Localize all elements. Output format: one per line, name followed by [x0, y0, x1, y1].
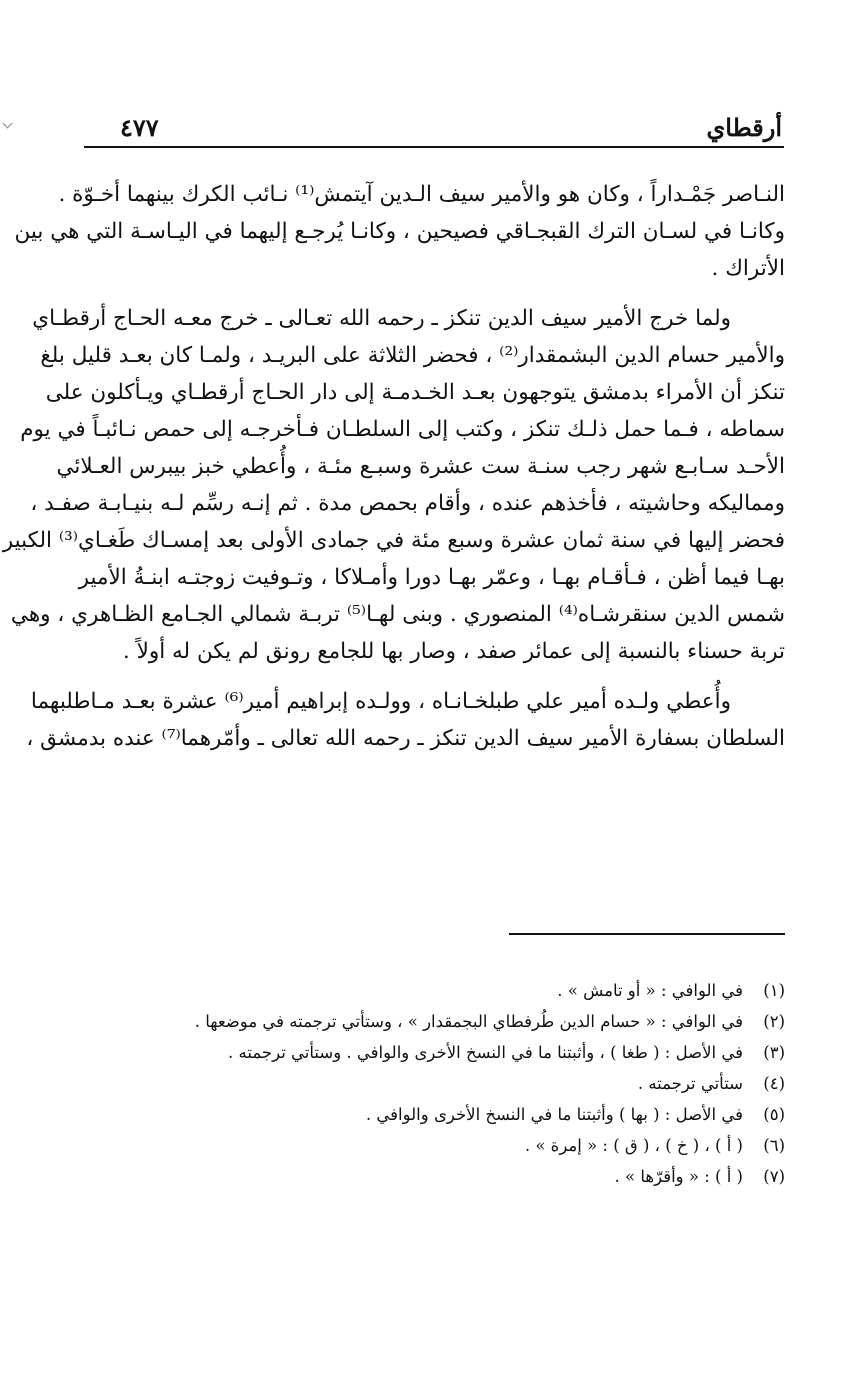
text-line: تنكز أن الأمراء بدمشق يتوجهون بعـد الخـدمـة إلى دار الحـاج أرقطـاي ويـأكلون على: [45, 380, 785, 405]
paragraph-1: [14, 176, 785, 287]
text-line: شمس الدين سنقرشـاه⁽⁴⁾ المنصوري . وبنى لهـا⁽⁵⁾ تربـة شمالي الجـامع الظـاهري ، وهي: [10, 602, 785, 627]
text-line: النـاصر جَمْـداراً ، وكان هو والأمير سيف الـدين آيتمش⁽¹⁾ نـائب الكرك بينهما أخـوّة .: [58, 182, 785, 207]
text-line: الأتراك .: [711, 256, 785, 281]
footnote: [90, 1099, 785, 1130]
footnote-number: (٢): [763, 1012, 785, 1031]
text-line: تربة حسناء بالنسبة إلى عمائر صفد ، وصار بها للجامع رونق لم يكن له أولاً .: [122, 639, 785, 664]
footnote-separator: [509, 933, 785, 935]
footnote-text: ( أ ) : « وأقرّها » .: [614, 1167, 743, 1186]
text-line: والأمير حسام الدين البشمقدار⁽²⁾ ، فحضر الثلاثة على البريـد ، ولمـا كان بعـد قليل بلغ: [40, 343, 785, 368]
margin-mark: [3, 119, 13, 129]
running-title: أرقطاي: [706, 113, 782, 142]
paragraph-3: [26, 683, 785, 757]
footnote-text: ( أ ) ، ( خ ) ، ( ق ) : « إمرة » .: [524, 1136, 743, 1155]
text-line: وكانـا في لسـان الترك القبجـاقي فصيحين ، وكانـا يُرجـع إليهما في اليـاسـة التي هي بين: [14, 219, 785, 244]
text-line: سماطه ، فـما حمل ذلـك تنكز ، وكتب إلى السلطـان فـأخرجـه إلى حمص نـائبـاً في يوم: [20, 417, 785, 442]
footnote-number: (٧): [763, 1167, 785, 1186]
footnote: [90, 975, 785, 1006]
running-head: [120, 108, 782, 142]
text-line: ولما خرج الأمير سيف الدين تنكز ـ رحمه الله تعـالى ـ خرج معـه الحـاج أرقطـاي: [32, 306, 731, 331]
header-rule: [84, 146, 784, 148]
text-line: وأُعطي ولـده أمير علي طبلخـانـاه ، وولـده إبراهيم أمير⁽⁶⁾ عشرة بعـد مـاطلبهما: [30, 689, 731, 714]
text-line: السلطان بسفارة الأمير سيف الدين تنكز ـ رحمه الله تعالى ـ وأمّرهما⁽⁷⁾ عنده بدمشق ،: [26, 726, 785, 751]
footnote-text: في الوافي : « أو تامش » .: [557, 981, 743, 1000]
footnote: [90, 1037, 785, 1068]
footnote-text: في الأصل : ( طغا ) ، وأثبتنا ما في النسخ الأخرى والوافي . وستأتي ترجمته .: [228, 1043, 743, 1062]
footnotes: [90, 975, 785, 1192]
footnote: [90, 1130, 785, 1161]
text-line: ومماليكه وحاشيته ، فأخذهم عنده ، وأقام بحمص مدة . ثم إنـه رسِّم لـه بنيـابـة صفـد ،: [30, 491, 785, 516]
footnote: [90, 1006, 785, 1037]
paragraph-2: [2, 300, 785, 670]
main-text: [2, 176, 785, 770]
footnote-number: (٣): [763, 1043, 785, 1062]
footnote: [90, 1068, 785, 1099]
footnote-text: ستأتي ترجمته .: [637, 1074, 743, 1093]
footnote-number: (١): [763, 981, 785, 1000]
text-line: الأحـد سـابـع شهر رجب سنـة ست عشرة وسبـع مئـة ، وأُعطي خبز بيبرس العـلائي: [56, 454, 785, 479]
footnote-text: في الوافي : « حسام الدين طُرفطاي البجمقدار » ، وستأتي ترجمته في موضعها .: [194, 1012, 743, 1031]
page-number: ٤٧٧: [120, 113, 159, 142]
text-line: بهـا فيما أظن ، فـأقـام بهـا ، وعمّر بهـا دورا وأمـلاكا ، وتـوفيت زوجتـه ابنـةُ الأمير: [78, 565, 785, 590]
footnote: [90, 1161, 785, 1192]
footnote-number: (٦): [763, 1136, 785, 1155]
text-line: فحضر إليها في سنة ثمان عشرة وسبع مئة في جمادى الأولى بعد إمسـاك طَغـاي⁽³⁾ الكبير: [2, 528, 785, 553]
footnote-text: في الأصل : ( بها ) وأثبتنا ما في النسخ الأخرى والوافي .: [365, 1105, 743, 1124]
footnote-number: (٥): [763, 1105, 785, 1124]
footnote-number: (٤): [763, 1074, 785, 1093]
